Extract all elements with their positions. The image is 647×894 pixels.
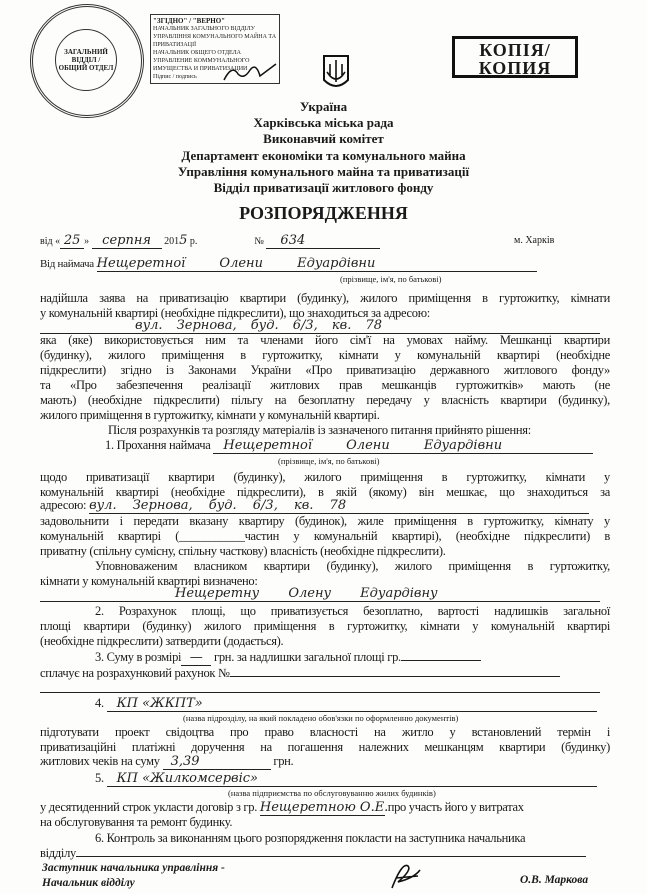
date-line xyxy=(40,234,610,249)
body-text: (будинку), жилого приміщення в гуртожитку, кімнати у комунальній квартирі (необхідне xyxy=(40,348,610,362)
body-text: у комунальній квартирі (необхідне підкреслити), що знаходиться за адресою: xyxy=(40,306,430,320)
body-text: Уповноваженим власником квартири (будинку), жилого приміщення в гуртожитку, xyxy=(95,559,610,573)
checks-label: житлових чеків на суму xyxy=(40,754,160,768)
item-5-label: 5. xyxy=(95,771,104,785)
body-text: підкреслити) згідно із Законами України «Про приватизацію державного житлового фонду» xyxy=(40,363,610,377)
date-year-digit: 5 xyxy=(179,233,188,248)
body-text: яка (яке) використовується ним та членами його сім'ї на умовах найму. Мешканці квартири xyxy=(40,333,610,347)
position-line: Начальник відділу xyxy=(42,877,135,889)
body-text: у десятиденний строк укласти договір з гр. xyxy=(40,800,258,814)
date-suffix: р. xyxy=(189,236,198,247)
address-handwritten: вул. Зернова, буд. 6/3, кв. 78 xyxy=(40,319,600,334)
checks-currency: грн. xyxy=(273,754,294,768)
signatory-name: О.В. Маркова xyxy=(520,874,589,886)
applicant-name: Нещеретної Олени Едуардівни xyxy=(97,257,537,272)
copy-stamp-line: КОПИЯ xyxy=(478,58,552,78)
from-line xyxy=(40,256,610,272)
date-prefix: від « xyxy=(40,236,61,247)
item-6-division: відділу xyxy=(40,846,76,860)
body-text: про участь його у витратах xyxy=(387,800,524,814)
header-division: Відділ приватизації житлового фонду xyxy=(213,180,434,195)
item-3-account: сплачує на розрахунковий рахунок № xyxy=(40,666,230,680)
item-4-value: КП «ЖКПТ» xyxy=(107,697,597,712)
stamp-signature-icon xyxy=(222,60,278,82)
seal-text: ВІДДІЛ / xyxy=(71,56,101,64)
copy-stamp xyxy=(452,36,578,78)
official-seal xyxy=(30,4,144,118)
stamp-text: УПРАВЛІННЯ КОМУНАЛЬНОГО МАЙНА ТА ПРИВАТИЗАЦІЇ xyxy=(153,34,277,48)
number-label: № xyxy=(254,236,264,247)
body-text: площі квартири (будинку) жилого приміщення в гуртожитку, кімнати у комунальній квартирі xyxy=(40,619,610,633)
seal-text: ЗАГАЛЬНИЙ xyxy=(64,48,108,56)
contract-name: Нещеретною О.Е. xyxy=(259,800,389,815)
stamp-text: Підпис / подпись xyxy=(153,74,197,80)
date-month: серпня xyxy=(92,234,162,249)
body-text: приватну (спільну сумісну, спільну часткову) власність (необхідне підкреслити). xyxy=(40,544,446,558)
header-department: Департамент економіки та комунального майна xyxy=(181,148,466,163)
body-text: кімнати у комунальній квартирі визначено: xyxy=(40,574,258,588)
item-1-label: 1. Прохання наймача xyxy=(105,438,211,452)
name-caption: (прізвище, ім'я, по батькові) xyxy=(340,274,442,284)
body-text: на обслуговування та ремонт будинку. xyxy=(40,815,233,829)
copy-stamp-line: КОПІЯ/ xyxy=(479,40,551,60)
checks-amount: 3,39 xyxy=(163,755,271,770)
header-council: Харківська міська рада xyxy=(253,115,394,130)
document-title: РОЗПОРЯДЖЕННЯ xyxy=(239,203,408,223)
seal-text: ОБЩИЙ ОТДЕЛ xyxy=(58,64,114,72)
body-text: жилого приміщення в гуртожитку, кімнати у комунальній квартирі. xyxy=(40,408,380,422)
date-year-prefix: 201 xyxy=(164,236,180,247)
owner-handwritten: Нещеретну Олену Едуардівну xyxy=(40,587,600,602)
body-text: та «Про забезпечення реалізації житлових прав мешканців гуртожитків» мають (не xyxy=(40,378,610,392)
body-text: щодо приватизації квартири (будинку), жилого приміщення в гуртожитку, кімнати у xyxy=(40,470,610,484)
item-3-text: грн. за надлишки загальної площі гр. xyxy=(214,650,401,664)
address-handwritten: вул. Зернова, буд. 6/3, кв. 78 xyxy=(89,499,589,514)
item-1 xyxy=(40,438,610,454)
stamp-text: "ЗГІДНО" / "ВЕРНО" xyxy=(153,17,226,25)
stamp-text: УПРАВЛЕНИЕ КОММУНАЛЬНОГО ИМУЩЕСТВА И ПРИВАТИЗАЦИИ xyxy=(153,58,250,72)
item-1-name: Нещеретної Олени Едуардівни xyxy=(213,439,593,454)
order-number: 634 xyxy=(266,234,380,249)
item-5-value: КП «Жилкомсервіс» xyxy=(107,772,597,787)
from-label: Від наймача xyxy=(40,258,94,270)
body-text: приватизаційні платіжні доручення на погашення належних мешканцям квартири (будинку) xyxy=(40,740,610,754)
date-day: 25 xyxy=(60,234,84,249)
body-text: комунальній квартирі (___________частин у комунальній квартирі), (необхідне підкреслити) в xyxy=(40,529,610,543)
body-text: комунальній квартирі (необхідне підкреслити), в якій (якому) він мешкає, що знаходиться за xyxy=(40,485,610,499)
signatory-position xyxy=(42,861,225,891)
date-mid: » xyxy=(84,236,90,247)
body-text: задовольнити і передати вказану квартиру (будинок), жиле приміщення в гуртожитку, кімнату у xyxy=(40,514,610,528)
city: м. Харків xyxy=(514,235,555,246)
header-country: Україна xyxy=(299,99,348,114)
header-administration: Управління комунального майна та приватизації xyxy=(177,164,470,179)
item-3 xyxy=(40,650,610,666)
address-label: адресою: xyxy=(40,498,87,512)
body-text: підготувати проект свідоцтва про право власності на житло у встановлений термін і xyxy=(40,725,610,739)
body-text: надійшла заява на приватизацію квартири (будинку), жилого приміщення в гуртожитку, кімнати xyxy=(40,291,610,305)
item-6: 6. Контроль за виконанням цього розпорядження покласти на заступника начальника xyxy=(95,831,526,845)
decision-intro: Після розрахунків та розгляду матеріалів із зазначеного питання прийнято рішення: xyxy=(108,423,531,437)
body-text: мають) (необхідне підкреслити) пільгу на безоплатну передачу у власність квартири (будинку), xyxy=(40,393,610,407)
name-caption: (прізвище, ім'я, по батькові) xyxy=(278,456,380,466)
item-2: 2. Розрахунок площі, що приватизується безоплатно, вартості надлишків загальної xyxy=(95,604,610,618)
stamp-text: НАЧАЛЬНИК ЗАГАЛЬНОГО ВІДДІЛУ xyxy=(153,26,255,32)
position-line: Заступник начальника управління - xyxy=(42,862,225,874)
stamp-text: НАЧАЛЬНИК ОБЩЕГО ОТДЕЛА xyxy=(153,50,242,56)
coat-of-arms-icon xyxy=(322,54,350,92)
item-3-label: 3. Суму в розмірі xyxy=(95,650,182,664)
item-3-amount: — xyxy=(181,651,211,666)
header-committee: Виконавчий комітет xyxy=(263,131,384,146)
item-4-caption: (назва підрозділу, на який покладено обов'язки по оформленню документів) xyxy=(183,713,459,723)
seal-center xyxy=(55,29,117,91)
item-4-label: 4. xyxy=(95,696,104,710)
item-5-caption: (назва підприємства по обслуговуванню жилих будинків) xyxy=(228,788,436,798)
signature-icon xyxy=(388,860,424,892)
body-text: (необхідне підкреслити) затвердити (додається). xyxy=(40,634,284,648)
